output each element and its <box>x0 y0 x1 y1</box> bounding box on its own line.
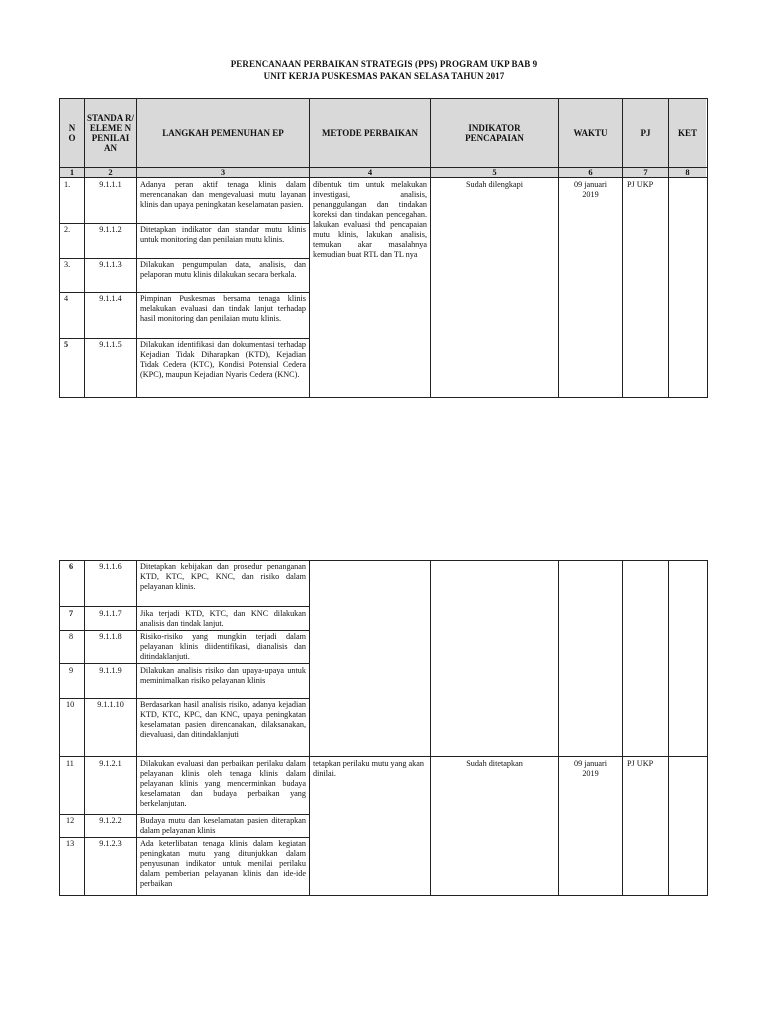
row-code: 9.1.1.6 <box>99 562 122 571</box>
pps-table-page2 <box>59 560 708 896</box>
row-code: 9.1.1.9 <box>99 666 122 675</box>
colnum-7: 7 <box>623 168 668 177</box>
row-langkah: Ada keterlibatan tenaga klinis dalam kegiatan peningkatan mutu yang ditunjukkan dalam penyusunan indikator untuk menilai perilaku dalam pemberian pelayanan klinis dan ide-ide perbaikan <box>140 839 306 888</box>
row-langkah: Dilakukan identifikasi dan dokumentasi terhadap Kejadian Tidak Diharapkan (KTD), Kejadian Tidak Cedera (KTC), Kondisi Potensial Cedera (KPC), maupun Kejadian Nyaris Cedera (KNC). <box>140 340 306 379</box>
header-no: N O <box>60 99 84 167</box>
document-title-line2: UNIT KERJA PUSKESMAS PAKAN SELASA TAHUN 2017 <box>263 71 505 81</box>
row-langkah: Dilakukan pengumpulan data, analisis, dan pelaporan mutu klinis dilakukan secara berkala. <box>140 260 306 279</box>
header-pj: PJ <box>623 99 668 167</box>
row-no: 12 <box>66 816 75 825</box>
row-langkah: Ditetapkan indikator dan standar mutu klinis untuk monitoring dan penilaian mutu klinis. <box>140 225 306 244</box>
row-no: 5 <box>64 340 69 349</box>
row-langkah: Budaya mutu dan keselamatan pasien diterapkan dalam pelayanan klinis <box>140 816 306 835</box>
pj-text: PJ UKP <box>627 180 654 189</box>
row-code: 9.1.1.7 <box>99 609 122 618</box>
row-no: 7 <box>69 609 74 618</box>
row-code: 9.1.1.4 <box>99 294 122 303</box>
row-langkah: Pimpinan Puskesmas bersama tenaga klinis melakukan evaluasi dan tindak lanjut terhadap hasil monitoring dan penilaian mutu klinis. <box>140 294 306 323</box>
row-langkah: Dilakukan analisis risiko dan upaya-upaya untuk meminimalkan risiko pelayanan klinis <box>140 666 306 685</box>
row-no: 13 <box>66 839 75 848</box>
indikator-text: Sudah ditetapkan <box>466 759 523 768</box>
waktu-text: 09 januari 2019 <box>574 180 607 199</box>
metode-text: dibentuk tim untuk melakukan investigasi, analisis, penanggulangan dan tindakan koreksi dan tindakan pencegahan. lakukan evaluasi thd pencapaian mutu klinis, lakukan analisis, temukan akar masalahnya kemudian buat RTL dan TL nya <box>313 180 427 259</box>
header-standar: STANDA R/ ELEME N PENILAI AN <box>85 99 136 167</box>
row-no: 9 <box>69 666 74 675</box>
row-langkah: Dilakukan evaluasi dan perbaikan perilaku dalam pelayanan klinis oleh tenaga klinis dalam pelayanan klinis yang mencerminkan budaya keselamatan dan budaya perbaikan yang berkelanjutan. <box>140 759 306 808</box>
header-waktu: WAKTU <box>559 99 622 167</box>
row-langkah: Ditetapkan kebijakan dan prosedur penanganan KTD, KTC, KPC, KNC, dan risiko dalam pelayanan klinis. <box>140 562 306 591</box>
header-metode: METODE PERBAIKAN <box>310 99 430 167</box>
row-langkah: Risiko-risiko yang mungkin terjadi dalam pelayanan klinis diidentifikasi, dianalisis dan ditindaklanjuti. <box>140 632 306 661</box>
row-no: 2. <box>64 225 71 234</box>
row-code: 9.1.2.2 <box>99 816 122 825</box>
row-no: 11 <box>66 759 74 768</box>
row-code: 9.1.2.3 <box>99 839 122 848</box>
colnum-5: 5 <box>431 168 558 177</box>
row-code: 9.1.2.1 <box>99 759 122 768</box>
colnum-1: 1 <box>60 168 84 177</box>
header-indikator: INDIKATOR PENCAPAIAN <box>431 99 558 167</box>
row-no: 6 <box>69 562 74 571</box>
metode-text: tetapkan perilaku mutu yang akan dinilai. <box>313 759 424 778</box>
indikator-text: Sudah dilengkapi <box>465 180 524 189</box>
colnum-3: 3 <box>137 168 309 177</box>
colnum-4: 4 <box>310 168 430 177</box>
row-no: 4 <box>64 294 69 303</box>
row-code: 9.1.1.1 <box>99 180 122 189</box>
header-langkah: LANGKAH PEMENUHAN EP <box>137 99 309 167</box>
row-langkah: Adanya peran aktif tenaga klinis dalam merencanakan dan mengevaluasi mutu layanan klinis dan upaya peningkatan keselamatan pasien. <box>140 180 306 209</box>
colnum-6: 6 <box>559 168 622 177</box>
row-no: 8 <box>69 632 74 641</box>
row-langkah: Jika terjadi KTD, KTC, dan KNC dilakukan analisis dan tindak lanjut. <box>140 609 306 628</box>
row-code: 9.1.1.8 <box>99 632 122 641</box>
row-code: 9.1.1.10 <box>97 700 124 709</box>
pj-text: PJ UKP <box>627 759 654 768</box>
row-langkah: Berdasarkan hasil analisis risiko, adanya kejadian KTD, KTC, KPC, dan KNC, upaya peningkatan keselamatan pasien direncanakan, dilaksanakan, dievaluasi, dan ditindaklanjuti <box>140 700 306 739</box>
colnum-2: 2 <box>85 168 136 177</box>
pps-table-page1 <box>59 98 708 398</box>
row-no: 1. <box>64 180 71 189</box>
row-code: 9.1.1.2 <box>99 225 122 234</box>
row-no: 10 <box>66 700 75 709</box>
header-ket: KET <box>669 99 706 167</box>
colnum-8: 8 <box>669 168 706 177</box>
row-no: 3. <box>64 260 71 269</box>
document-title-line1: PERENCANAAN PERBAIKAN STRATEGIS (PPS) PROGRAM UKP BAB 9 <box>230 59 538 69</box>
row-code: 9.1.1.3 <box>99 260 122 269</box>
waktu-text: 09 januari 2019 <box>574 759 607 778</box>
row-code: 9.1.1.5 <box>99 340 122 349</box>
